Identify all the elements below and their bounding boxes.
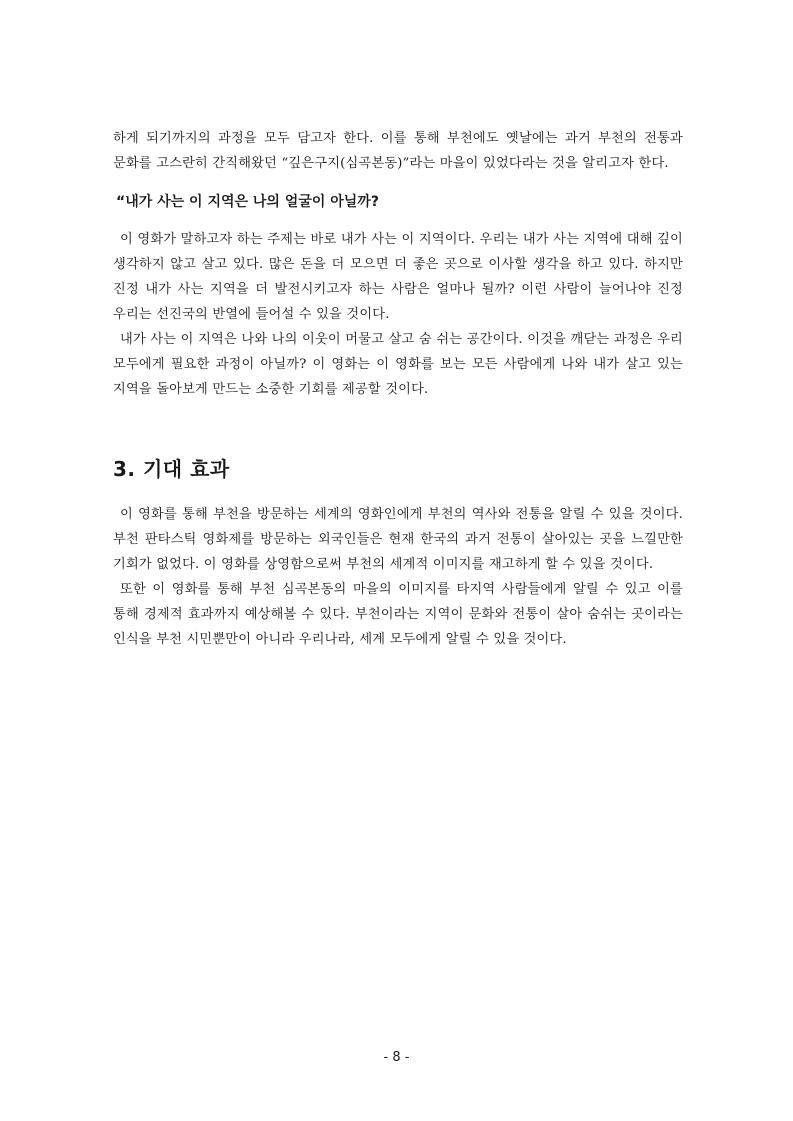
page-content <box>113 126 683 652</box>
body-paragraph: 이 영화를 통해 부천을 방문하는 세계의 영화인에게 부천의 역사와 전통을 알릴 수 있을 것이다. 부천 판타스틱 영화제를 방문하는 외국인들은 현재 한국의 과거 전통이 살아있는 곳을 느낄만한 기회가 없었다. 이 영화를 상영함으로써 부천의 세계적 이미지를 재고하게 할 수 있을 것이다. <box>113 507 683 572</box>
section-title: 3. 기대 효과 <box>113 457 230 481</box>
body-paragraph: 이 영화가 말하고자 하는 주제는 바로 내가 사는 이 지역이다. 우리는 내가 사는 지역에 대해 깊이 생각하지 않고 살고 있다. 많은 돈을 더 모으면 더 좋은 곳으로 이사할 생각을 하고 있다. 하지만 진정 내가 사는 지역을 더 발전시키고자 하는 사람은 얼마나 될까? 이런 사람이 늘어나야 진정 우리는 선진국의 반열에 들어설 수 있을 것이다. <box>113 232 683 322</box>
intro-paragraph: 하게 되기까지의 과정을 모두 담고자 한다. 이를 통해 부천에도 옛날에는 과거 부천의 전통과 문화를 고스란히 간직해왔던 “깊은구지(심곡본동)”라는 마을이 있었다라는 것을 알리고자 한다. <box>113 131 683 171</box>
quote-heading: “내가 사는 이 지역은 나의 얼굴이 아닐까? <box>116 194 379 210</box>
page-number: - 8 - <box>383 1050 410 1065</box>
body-paragraph: 내가 사는 이 지역은 나와 나의 이웃이 머물고 살고 숨 쉬는 공간이다. 이것을 깨닫는 과정은 우리 모두에게 필요한 과정이 아닐까? 이 영화는 이 영화를 보는 모든 사람에게 나와 내가 살고 있는 지역을 돌아보게 만드는 소중한 기회를 제공할 것이다. <box>113 332 683 397</box>
body-paragraph: 또한 이 영화를 통해 부천 심곡본동의 마을의 이미지를 타지역 사람들에게 알릴 수 있고 이를 통해 경제적 효과까지 예상해볼 수 있다. 부천이라는 지역이 문화와 전통이 살아 숨쉬는 곳이라는 인식을 부천 시민뿐만이 아니라 우리나라, 세계 모두에게 알릴 수 있을 것이다. <box>113 582 683 647</box>
